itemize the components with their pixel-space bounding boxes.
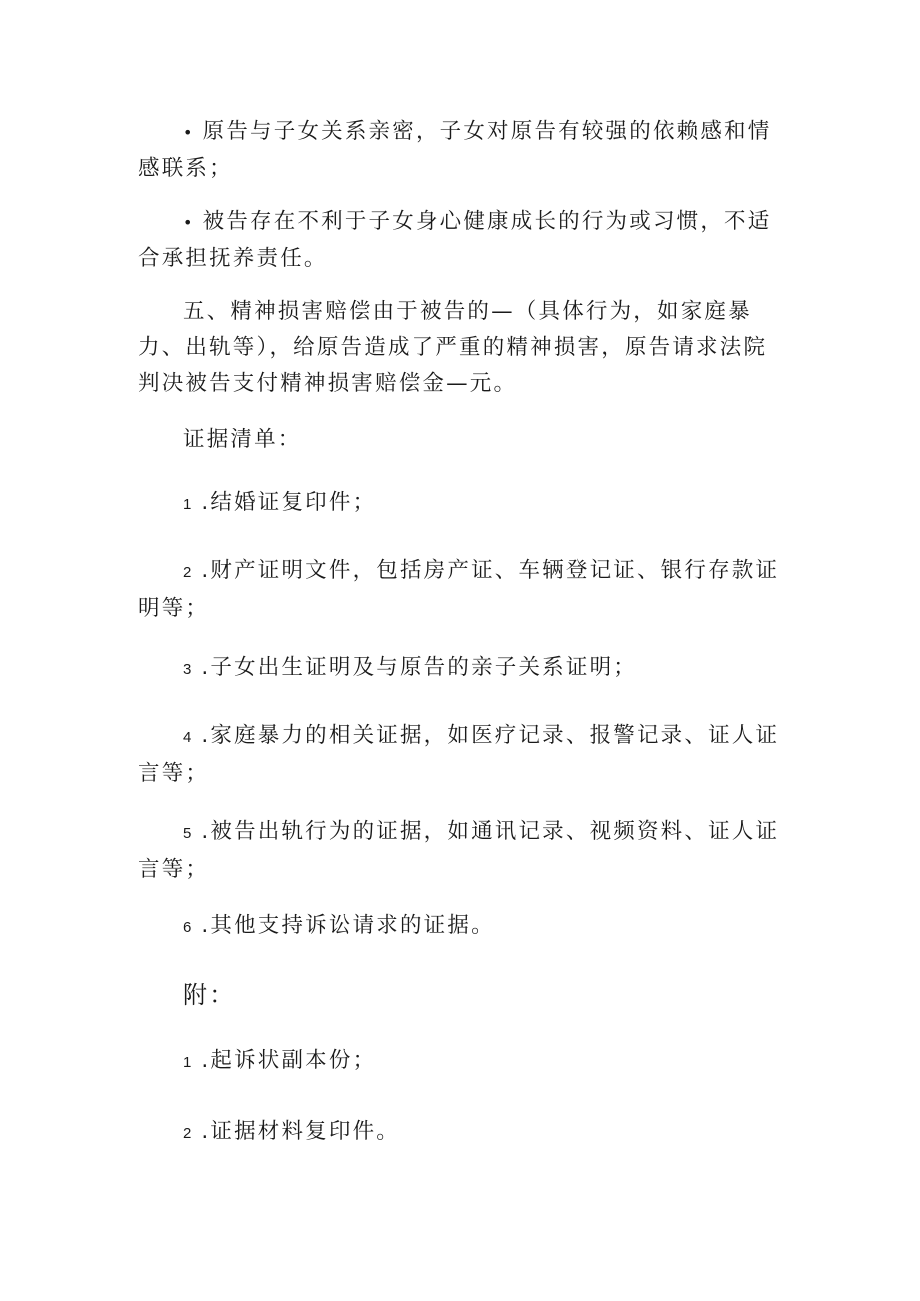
evidence-item: [138, 718, 784, 792]
evidence-item-number: 5: [183, 825, 192, 842]
appendix-item-number: 2: [183, 1125, 192, 1142]
bullet-paragraph: [138, 204, 784, 277]
evidence-item: [138, 650, 784, 688]
evidence-item-number: 2: [183, 564, 192, 581]
evidence-item: [138, 814, 784, 888]
evidence-heading: 证据清单：: [183, 427, 302, 452]
appendix-item: [138, 1043, 784, 1081]
bullet-text: 原告与子女关系亲密，子女对原告有较强的依赖感和情感联系；: [138, 119, 772, 181]
bullet-paragraph: [138, 114, 784, 187]
appendix-heading: 附：: [183, 981, 236, 1009]
evidence-item-text: .结婚证复印件；: [201, 490, 377, 515]
bullet-marker: •: [183, 123, 195, 142]
appendix-item-text: .起诉状副本份；: [201, 1048, 377, 1073]
appendix-item-text: .证据材料复印件。: [201, 1119, 400, 1144]
section-five-paragraph: 五、精神损害赔偿由于被告的—（具体行为，如家庭暴力、出轨等），给原告造成了严重的精神损害，原告请求法院判决被告支付精神损害赔偿金—元。: [138, 299, 768, 396]
evidence-item-text: .其他支持诉讼请求的证据。: [201, 913, 495, 938]
bullet-marker: •: [183, 213, 195, 232]
evidence-item-text: .被告出轨行为的证据，如通讯记录、视频资料、证人证言等；: [138, 819, 780, 882]
evidence-item-text: .家庭暴力的相关证据，如医疗记录、报警记录、证人证言等；: [138, 723, 780, 786]
evidence-item-number: 3: [183, 661, 192, 678]
evidence-item: [138, 485, 784, 523]
evidence-item-number: 1: [183, 496, 192, 513]
evidence-item-text: .子女出生证明及与原告的亲子关系证明；: [201, 655, 637, 680]
evidence-item: [138, 553, 784, 627]
bullet-text: 被告存在不利于子女身心健康成长的行为或习惯，不适合承担抚养责任。: [138, 209, 772, 271]
evidence-item-text: .财产证明文件，包括房产证、车辆登记证、银行存款证明等；: [138, 558, 780, 621]
evidence-item-number: 4: [183, 729, 192, 746]
evidence-item: [138, 908, 784, 946]
appendix-item: [138, 1114, 784, 1152]
evidence-item-number: 6: [183, 919, 192, 936]
appendix-item-number: 1: [183, 1054, 192, 1071]
